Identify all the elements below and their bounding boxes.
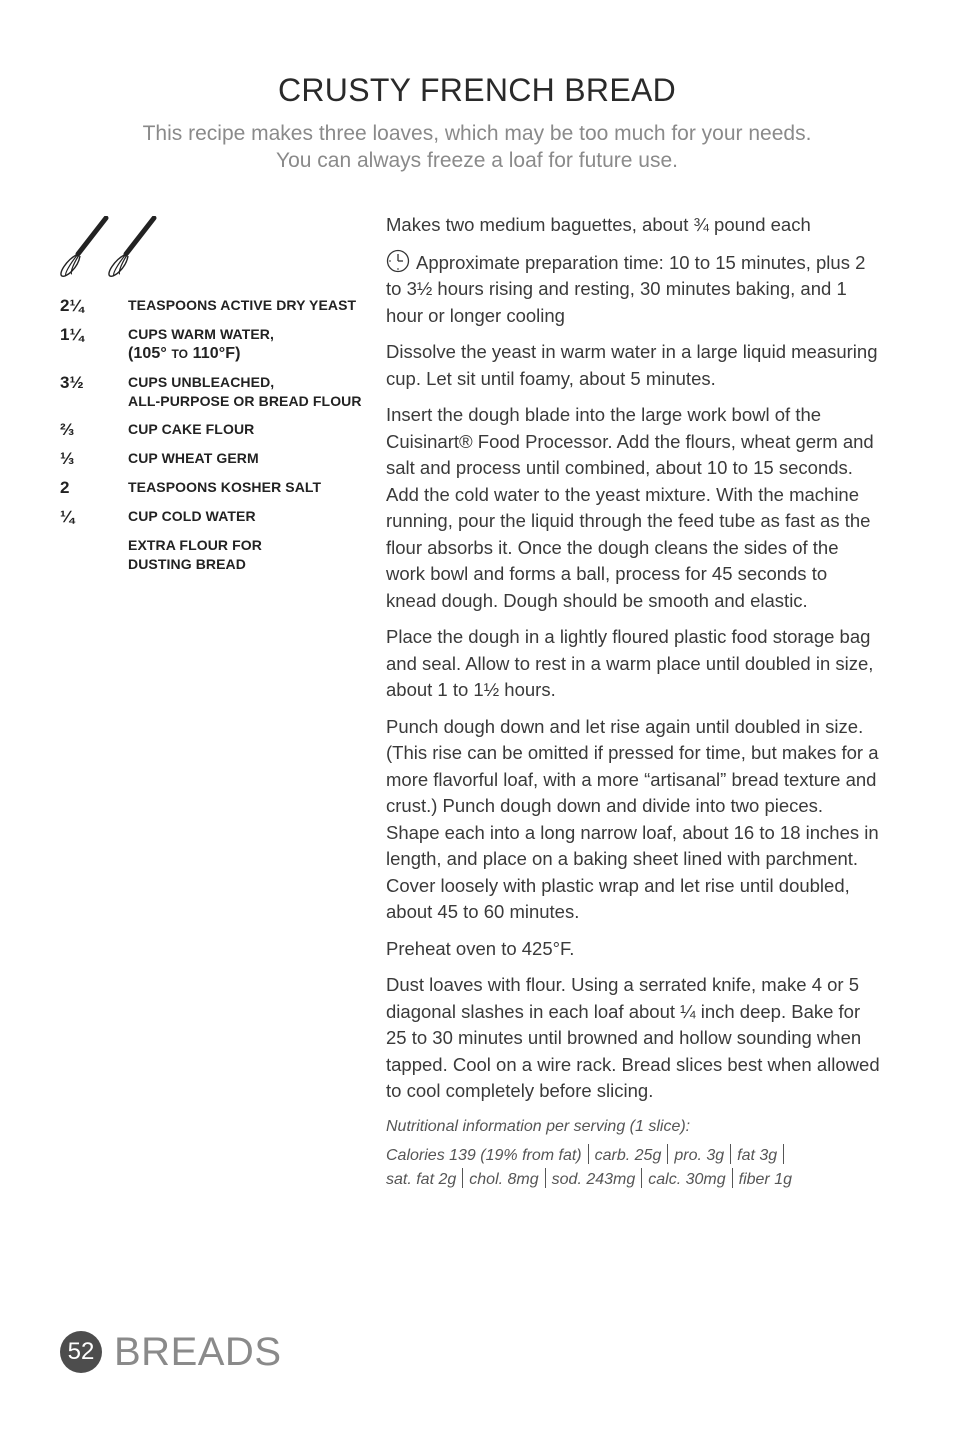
ingredient-quantity: 2 — [60, 478, 70, 497]
temp-to: TO — [171, 347, 189, 361]
nutrition-separator — [667, 1144, 668, 1164]
instruction-step: Preheat oven to 425°F. — [386, 937, 575, 959]
prep-time-text: Approximate preparation time: 10 to 15 minutes, plus 2 to 3½ hours rising and resting, 30 minutes baking, and 1 hour or longer cooling — [386, 251, 866, 326]
ingredient-description — [128, 536, 370, 574]
nutrition-heading: Nutritional information per serving (1 slice): — [386, 1117, 691, 1135]
nutrition-separator — [545, 1168, 546, 1188]
two-whisks-icon — [58, 216, 162, 280]
nutrition-separator — [732, 1168, 733, 1188]
ingredient-temperature — [128, 344, 370, 364]
ingredient-description — [128, 325, 370, 364]
ingredient-row — [60, 296, 370, 316]
ingredient-text: CUP WHEAT GERM — [128, 450, 259, 466]
ingredient-text: CUP CAKE FLOUR — [128, 421, 255, 437]
ingredient-text: CUP COLD WATER — [128, 508, 256, 524]
whisk-icon-right — [109, 218, 154, 276]
nutrition-calories: Calories 139 (19% from fat) — [386, 1146, 582, 1164]
ingredient-description — [128, 449, 370, 469]
instruction-step: Dust loaves with flour. Using a serrated knife, make 4 or 5 diagonal slashes in each loaf about ¼ inch deep. Bake for 25 to 30 minutes until browned and hollow sounding when tapped. Cool on a wire rack. Bread slices best when allowed to cool completely before slicing. — [386, 974, 880, 1101]
ingredient-text: CUPS UNBLEACHED, — [128, 374, 275, 390]
ingredient-quantity: 3½ — [60, 373, 84, 392]
ingredient-row — [60, 325, 370, 364]
clock-icon — [386, 249, 410, 273]
nutrition-sodium: sod. 243mg — [551, 1170, 636, 1188]
recipe-subtitle — [60, 120, 894, 174]
nutrition-chol: chol. 8mg — [469, 1170, 539, 1188]
instruction-step: Place the dough in a lightly floured plastic food storage bag and seal. Allow to rest in a warm place until doubled in size, about 1 to 1½ hours. — [386, 626, 874, 700]
whisk-icon-left — [61, 218, 106, 276]
recipe-instructions — [386, 212, 880, 1192]
ingredient-description — [128, 507, 370, 527]
ingredient-description — [128, 373, 370, 411]
ingredient-description — [128, 296, 370, 316]
ingredient-text-line-2: DUSTING BREAD — [128, 556, 246, 572]
ingredient-quantity: 2¼ — [60, 296, 84, 315]
nutrition-calcium: calc. 30mg — [648, 1170, 726, 1188]
ingredient-row — [60, 449, 370, 469]
ingredient-text: EXTRA FLOUR FOR — [128, 537, 262, 553]
instruction-step: Punch dough down and let rise again until doubled in size. (This rise can be omitted if pressed for time, but makes for a more flavorful loaf, with a more “artisanal” bread texture and crust.) Punch dough down and divide into two pieces. Shape each into a long narrow loaf, about 16 to 18 inches in length, and place on a baking sheet lined with parchment. Cover loosely with plastic wrap and let rise until doubled, about 45 to 60 minutes. — [386, 715, 879, 922]
nutrition-separator — [730, 1144, 731, 1164]
ingredient-quantity: 1¼ — [60, 325, 84, 344]
ingredient-row — [60, 507, 370, 527]
recipe-yield: Makes two medium baguettes, about ¾ pound each — [386, 214, 811, 235]
nutrition-sat-fat: sat. fat 2g — [386, 1170, 457, 1188]
ingredient-text: TEASPOONS ACTIVE DRY YEAST — [128, 297, 357, 313]
subtitle-line-2: You can always freeze a loaf for future use. — [276, 149, 678, 172]
recipe-title: CRUSTY FRENCH BREAD — [277, 72, 677, 108]
ingredient-quantity: ⅔ — [60, 420, 75, 439]
ingredient-description — [128, 478, 370, 498]
ingredient-text-line-2: ALL-PURPOSE OR BREAD FLOUR — [128, 393, 362, 409]
page-number-badge: 52 — [60, 1331, 102, 1373]
nutrition-separator — [588, 1144, 589, 1164]
nutrition-line-1 — [386, 1144, 880, 1168]
page-footer — [60, 1330, 282, 1374]
instruction-step: Dissolve the yeast in warm water in a large liquid measuring cup. Let sit until foamy, about 5 minutes. — [386, 341, 878, 389]
ingredient-list — [60, 296, 370, 583]
nutrition-fat: fat 3g — [737, 1146, 778, 1164]
subtitle-line-1: This recipe makes three loaves, which may be too much for your needs. — [142, 122, 812, 145]
ingredient-row — [60, 536, 370, 574]
instruction-step: Insert the dough blade into the large work bowl of the Cuisinart® Food Processor. Add the flours, wheat germ and salt and process until combined, about 10 to 15 seconds. Add the cold water to the yeast mixture. With the machine running, pour the liquid through the feed tube as fast as the flour absorbs it. Once the dough cleans the sides of the work bowl and forms a ball, process for 45 seconds to knead dough. Dough should be smooth and elastic. — [386, 404, 874, 611]
nutrition-separator — [783, 1144, 784, 1164]
ingredient-row — [60, 478, 370, 498]
nutrition-carb: carb. 25g — [594, 1146, 662, 1164]
temp-low: (105° — [128, 345, 172, 362]
ingredient-text: TEASPOONS KOSHER SALT — [128, 479, 322, 495]
ingredient-row — [60, 373, 370, 411]
ingredient-quantity — [60, 536, 128, 574]
ingredient-text: CUPS WARM WATER, — [128, 326, 275, 342]
nutrition-line-2 — [386, 1168, 880, 1192]
ingredient-row — [60, 420, 370, 440]
temp-high: 110°F) — [188, 345, 241, 362]
nutrition-fiber: fiber 1g — [738, 1170, 792, 1188]
ingredient-quantity: ⅓ — [60, 449, 75, 468]
prep-time-paragraph — [386, 249, 880, 330]
ingredient-quantity: ¼ — [60, 507, 75, 526]
nutrition-separator — [641, 1168, 642, 1188]
ingredient-description — [128, 420, 370, 440]
nutrition-info — [386, 1115, 880, 1192]
section-label: BREADS — [114, 1329, 282, 1374]
nutrition-protein: pro. 3g — [674, 1146, 725, 1164]
nutrition-separator — [462, 1168, 463, 1188]
